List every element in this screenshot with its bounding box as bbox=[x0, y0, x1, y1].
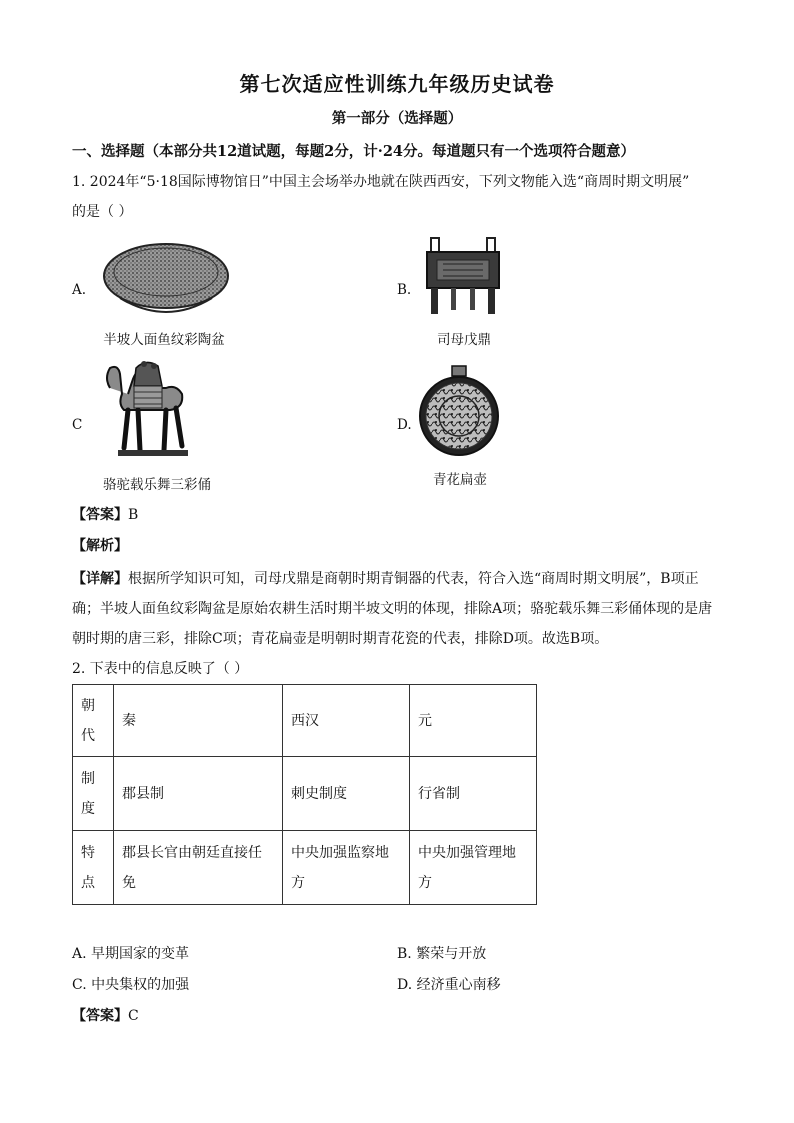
q1-option-a-letter: A. bbox=[72, 282, 87, 298]
q2-option-a: A. 早期国家的变革 bbox=[72, 946, 190, 962]
table-head-cell: 朝 代 bbox=[73, 685, 114, 757]
table-head-cell: 特 点 bbox=[73, 831, 114, 905]
q2-option-b: B. 繁荣与开放 bbox=[397, 946, 487, 962]
detail-text: 根据所学知识可知，司母戊鼎是商朝时期青铜器的代表，符合入选“商周时期文明展”，B项正确；半坡人面鱼纹彩陶盆是原始农耕生活时期半坡文明的体现，排除A项；骆驼载乐舞三彩俑体现的是唐朝时期的唐三彩，排除C项；青花扁壶是明朝时期青花瓷的代表，排除D项。故选B项。 bbox=[72, 571, 713, 647]
q2-stem: 2. 下表中的信息反映了（ ） bbox=[72, 661, 249, 677]
table-row bbox=[73, 831, 537, 905]
table-row bbox=[73, 757, 537, 831]
q2-option-d: D. 经济重心南移 bbox=[397, 977, 501, 993]
exam-title: 第七次适应性训练九年级历史试卷 bbox=[239, 72, 555, 96]
answer-label: 【答案】 bbox=[72, 1008, 128, 1024]
q1-option-c-caption: 骆驼载乐舞三彩俑 bbox=[103, 477, 211, 493]
q1-option-c-letter: C bbox=[72, 417, 83, 433]
section-heading: 一、选择题（本部分共12道试题，每题2分，计·24分。每道题只有一个选项符合题意） bbox=[72, 143, 635, 160]
table-head-cell: 制 度 bbox=[73, 757, 114, 831]
dynasty-system-table bbox=[72, 684, 537, 905]
table-cell: 中央加强管理地 方 bbox=[410, 831, 537, 905]
q1-option-d-letter: D. bbox=[397, 417, 412, 433]
q1-option-d-caption: 青花扁壶 bbox=[433, 472, 487, 488]
q1-stem-line1: 1. 2024年“5·18国际博物馆日”中国主会场举办地就在陕西西安，下列文物能入选“商周时期文明展” bbox=[72, 174, 690, 190]
bronze-ding-image bbox=[423, 234, 503, 318]
q1-option-b-letter: B. bbox=[397, 282, 412, 298]
q1-option-b-caption: 司母戊鼎 bbox=[437, 332, 491, 348]
tang-camel-figurine-image bbox=[100, 358, 196, 466]
table-cell: 秦 bbox=[114, 685, 283, 757]
table-cell: 中央加强监察地 方 bbox=[283, 831, 410, 905]
q1-answer-row bbox=[72, 504, 138, 524]
q2-option-c: C. 中央集权的加强 bbox=[72, 977, 190, 993]
q1-option-a-caption: 半坡人面鱼纹彩陶盆 bbox=[103, 332, 225, 348]
painted-pottery-basin-image bbox=[100, 236, 232, 322]
table-cell: 行省制 bbox=[410, 757, 537, 831]
table-cell: 西汉 bbox=[283, 685, 410, 757]
answer-value: C bbox=[128, 1008, 139, 1024]
table-cell: 刺史制度 bbox=[283, 757, 410, 831]
table-row bbox=[73, 685, 537, 757]
analysis-label: 【解析】 bbox=[72, 538, 128, 554]
detail-label: 【详解】 bbox=[72, 571, 128, 587]
q1-stem-line2: 的是（ ） bbox=[72, 204, 133, 220]
table-cell: 郡县长官由朝廷直接任 免 bbox=[114, 831, 283, 905]
q2-answer-row bbox=[72, 1005, 139, 1025]
table-cell: 郡县制 bbox=[114, 757, 283, 831]
table-cell: 元 bbox=[410, 685, 537, 757]
blue-white-flask-image bbox=[416, 364, 502, 458]
answer-label: 【答案】 bbox=[72, 507, 128, 523]
part-subtitle: 第一部分（选择题） bbox=[331, 110, 463, 127]
q1-detail bbox=[72, 564, 722, 654]
answer-value: B bbox=[128, 507, 139, 523]
